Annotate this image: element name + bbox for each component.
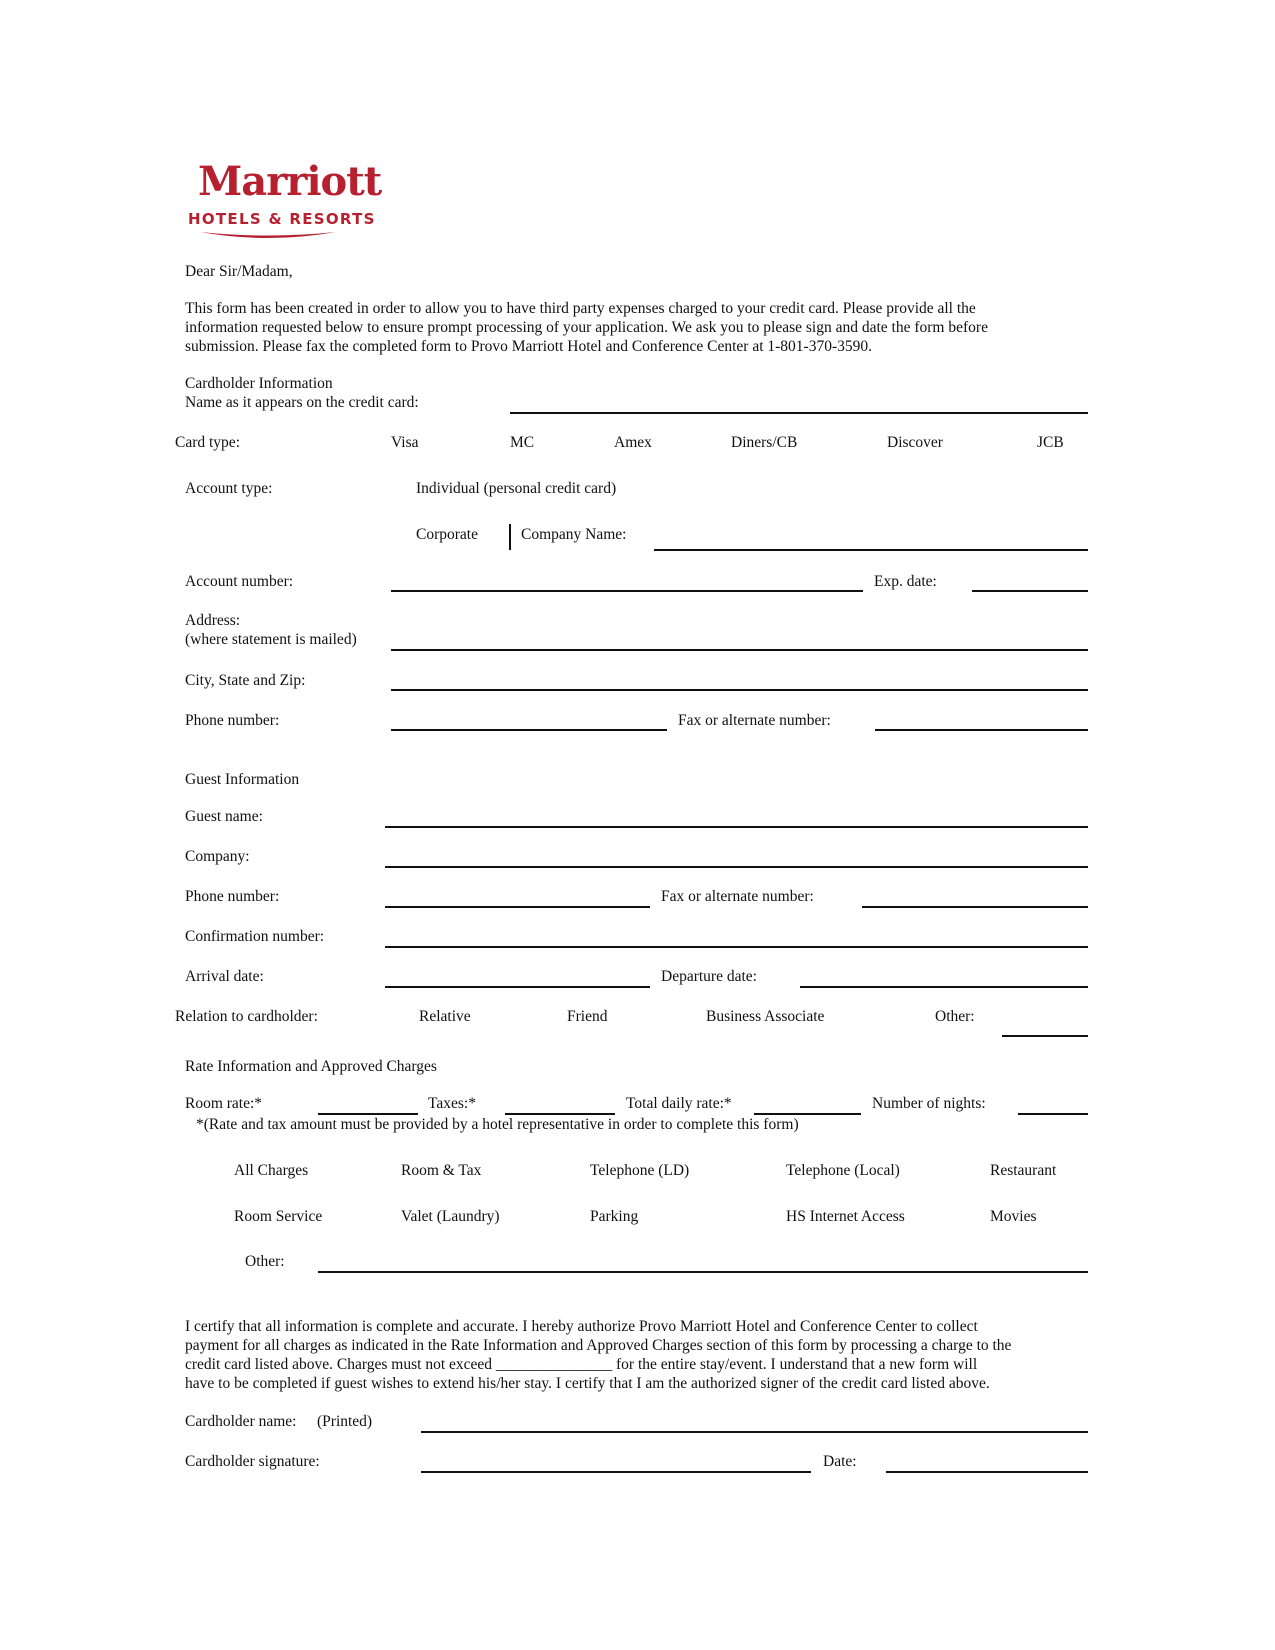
divider	[509, 524, 511, 550]
number-of-nights-field[interactable]	[1018, 1113, 1088, 1115]
charge-room-tax[interactable]: Room & Tax	[401, 1162, 482, 1179]
charge-valet-laundry[interactable]: Valet (Laundry)	[401, 1208, 500, 1225]
salutation: Dear Sir/Madam,	[185, 263, 293, 280]
intro-line: submission. Please fax the completed form to Provo Marriott Hotel and Conference Center at 1-801-370-3590.	[185, 338, 873, 355]
guest-section-title: Guest Information	[185, 771, 300, 788]
relation-label: Relation to cardholder:	[175, 1008, 318, 1025]
exp-date-field[interactable]	[972, 590, 1088, 592]
guest-name-label: Guest name:	[185, 808, 263, 825]
charge-other-field[interactable]	[318, 1271, 1088, 1273]
guest-name-field[interactable]	[385, 826, 1088, 828]
account-type-individual[interactable]: Individual (personal credit card)	[416, 480, 617, 497]
confirmation-number-label: Confirmation number:	[185, 928, 325, 945]
departure-date-label: Departure date:	[661, 968, 757, 985]
guest-fax-field[interactable]	[862, 906, 1088, 908]
room-rate-label: Room rate:*	[185, 1095, 263, 1112]
relation-relative[interactable]: Relative	[419, 1008, 471, 1025]
cardholder-phone-field[interactable]	[391, 729, 667, 731]
address-field[interactable]	[391, 649, 1088, 651]
cardholder-signature-field[interactable]	[421, 1471, 811, 1473]
cardholder-fax-label: Fax or alternate number:	[678, 712, 831, 729]
taxes-label: Taxes:*	[428, 1095, 476, 1112]
account-number-field[interactable]	[391, 590, 863, 592]
account-type-corporate[interactable]: Corporate	[416, 526, 478, 543]
certification-line: payment for all charges as indicated in the Rate Information and Approved Charges section of this form by processing a charge to the	[185, 1337, 1012, 1354]
certification-line: I certify that all information is complete and accurate. I hereby authorize Provo Marriott Hotel and Conference Center to collect	[185, 1318, 978, 1335]
cardholder-printed-name-field[interactable]	[421, 1431, 1088, 1433]
arrival-date-label: Arrival date:	[185, 968, 264, 985]
total-daily-rate-field[interactable]	[754, 1113, 861, 1115]
cardholder-section-title: Cardholder Information	[185, 375, 333, 392]
relation-other-label: Other:	[935, 1008, 975, 1025]
relation-other-field[interactable]	[1002, 1035, 1088, 1037]
relation-friend[interactable]: Friend	[567, 1008, 608, 1025]
address-note: (where statement is mailed)	[185, 631, 357, 648]
marriott-logo-tagline: HOTELS & RESORTS	[188, 210, 376, 228]
guest-company-field[interactable]	[385, 866, 1088, 868]
cardholder-fax-field[interactable]	[875, 729, 1088, 731]
cardholder-name-label: Name as it appears on the credit card:	[185, 394, 419, 411]
company-name-field[interactable]	[654, 549, 1088, 551]
charge-telephone-local[interactable]: Telephone (Local)	[786, 1162, 900, 1179]
certification-line: have to be completed if guest wishes to extend his/her stay. I certify that I am the authorized signer of the credit card listed above.	[185, 1375, 990, 1392]
marriott-logo-wordmark: Marriott	[198, 158, 382, 205]
account-number-label: Account number:	[185, 573, 294, 590]
charge-restaurant[interactable]: Restaurant	[990, 1162, 1057, 1179]
account-type-label: Account type:	[185, 480, 273, 497]
cardholder-signature-label: Cardholder signature:	[185, 1453, 320, 1470]
charge-other-label: Other:	[245, 1253, 285, 1270]
card-type-amex[interactable]: Amex	[614, 434, 652, 451]
signature-date-field[interactable]	[886, 1471, 1088, 1473]
taxes-field[interactable]	[505, 1113, 615, 1115]
card-type-label: Card type:	[175, 434, 240, 451]
rates-section-title: Rate Information and Approved Charges	[185, 1058, 437, 1075]
card-type-discover[interactable]: Discover	[887, 434, 943, 451]
intro-line: This form has been created in order to allow you to have third party expenses charged to your credit card. Please provide all the	[185, 300, 976, 317]
card-type-visa[interactable]: Visa	[391, 434, 419, 451]
logo-swoosh-icon	[198, 228, 338, 242]
certification-line: credit card listed above. Charges must not exceed _______________ for the entire stay/event. I understand that a new form will	[185, 1356, 978, 1373]
number-of-nights-label: Number of nights:	[872, 1095, 986, 1112]
printed-note: (Printed)	[317, 1413, 373, 1430]
charge-telephone-ld[interactable]: Telephone (LD)	[590, 1162, 690, 1179]
city-state-zip-label: City, State and Zip:	[185, 672, 306, 689]
total-daily-rate-label: Total daily rate:*	[626, 1095, 732, 1112]
address-label: Address:	[185, 612, 241, 629]
charge-room-service[interactable]: Room Service	[234, 1208, 323, 1225]
cardholder-phone-label: Phone number:	[185, 712, 280, 729]
rate-footnote: *(Rate and tax amount must be provided by a hotel representative in order to complete this form)	[196, 1116, 799, 1133]
city-state-zip-field[interactable]	[391, 689, 1088, 691]
room-rate-field[interactable]	[318, 1113, 418, 1115]
charge-hs-internet[interactable]: HS Internet Access	[786, 1208, 905, 1225]
charge-all-charges[interactable]: All Charges	[234, 1162, 309, 1179]
cardholder-printed-name-label: Cardholder name:	[185, 1413, 297, 1430]
guest-phone-field[interactable]	[385, 906, 650, 908]
card-type-diners[interactable]: Diners/CB	[731, 434, 798, 451]
charge-parking[interactable]: Parking	[590, 1208, 639, 1225]
card-type-mc[interactable]: MC	[510, 434, 535, 451]
guest-fax-label: Fax or alternate number:	[661, 888, 814, 905]
arrival-date-field[interactable]	[385, 986, 650, 988]
signature-date-label: Date:	[823, 1453, 857, 1470]
charge-movies[interactable]: Movies	[990, 1208, 1037, 1225]
relation-business-associate[interactable]: Business Associate	[706, 1008, 825, 1025]
exp-date-label: Exp. date:	[874, 573, 937, 590]
guest-phone-label: Phone number:	[185, 888, 280, 905]
confirmation-number-field[interactable]	[385, 946, 1088, 948]
company-name-label: Company Name:	[521, 526, 627, 543]
guest-company-label: Company:	[185, 848, 250, 865]
card-type-jcb[interactable]: JCB	[1037, 434, 1064, 451]
cardholder-name-field[interactable]	[510, 412, 1088, 414]
intro-line: information requested below to ensure prompt processing of your application. We ask you to please sign and date the form before	[185, 319, 988, 336]
departure-date-field[interactable]	[800, 986, 1088, 988]
